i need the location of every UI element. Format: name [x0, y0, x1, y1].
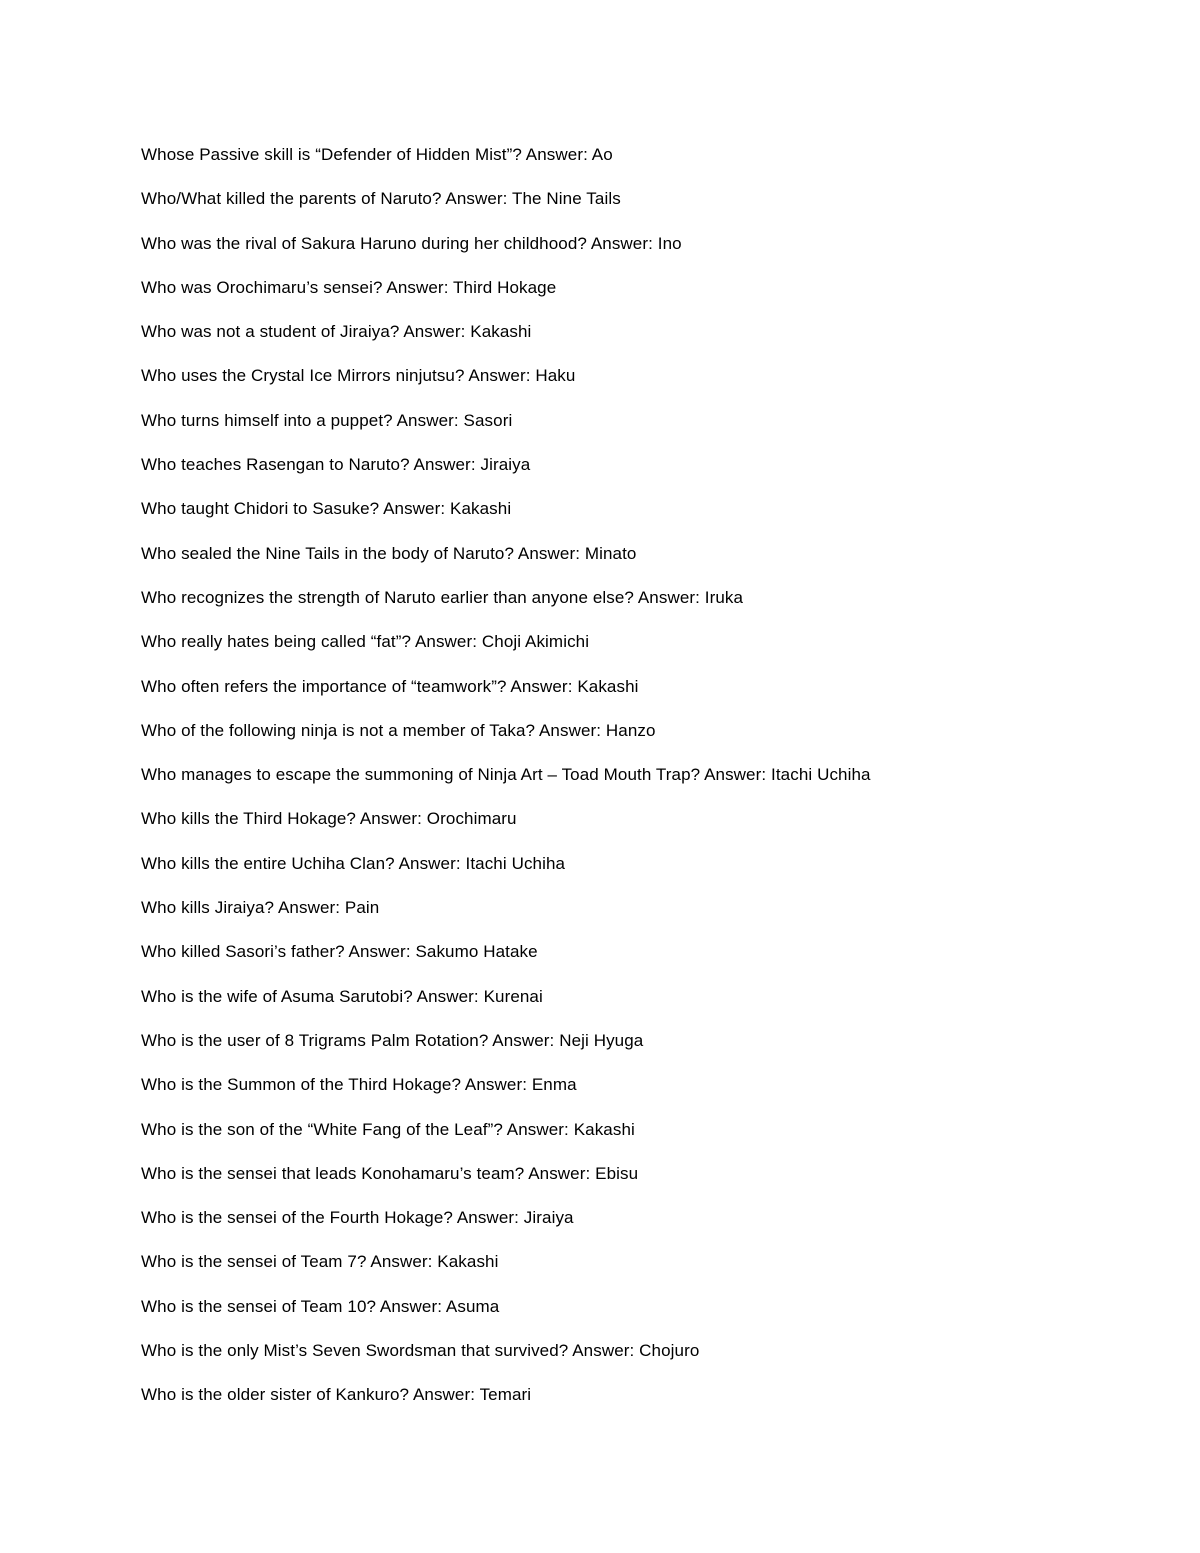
qa-line: Who is the user of 8 Trigrams Palm Rotation? Answer: Neji Hyuga — [141, 1030, 644, 1050]
qa-line: Who recognizes the strength of Naruto earlier than anyone else? Answer: Iruka — [141, 587, 744, 607]
qa-line: Who taught Chidori to Sasuke? Answer: Kakashi — [141, 499, 512, 519]
qa-line: Who is the only Mist’s Seven Swordsman that survived? Answer: Chojuro — [141, 1341, 700, 1361]
qa-line: Who is the sensei of Team 7? Answer: Kakashi — [141, 1252, 499, 1272]
qa-list — [141, 142, 1141, 1427]
qa-line: Who kills the Third Hokage? Answer: Orochimaru — [141, 809, 517, 829]
qa-line: Who is the sensei that leads Konohamaru’s team? Answer: Ebisu — [141, 1163, 639, 1183]
qa-line: Who uses the Crystal Ice Mirrors ninjutsu? Answer: Haku — [141, 366, 576, 386]
qa-line: Who/What killed the parents of Naruto? Answer: The Nine Tails — [141, 189, 621, 209]
qa-line: Who was the rival of Sakura Haruno during her childhood? Answer: Ino — [141, 233, 682, 253]
qa-line: Who really hates being called “fat”? Answer: Choji Akimichi — [141, 632, 590, 652]
qa-line: Who is the sensei of Team 10? Answer: Asuma — [141, 1296, 500, 1316]
qa-line: Who kills the entire Uchiha Clan? Answer: Itachi Uchiha — [141, 853, 566, 873]
qa-line: Whose Passive skill is “Defender of Hidden Mist”? Answer: Ao — [141, 145, 613, 164]
qa-line: Who sealed the Nine Tails in the body of Naruto? Answer: Minato — [141, 543, 637, 563]
qa-line: Who was Orochimaru’s sensei? Answer: Third Hokage — [141, 277, 557, 297]
qa-line: Who is the sensei of the Fourth Hokage? Answer: Jiraiya — [141, 1208, 574, 1228]
qa-line: Who teaches Rasengan to Naruto? Answer: Jiraiya — [141, 455, 531, 475]
qa-line: Who killed Sasori’s father? Answer: Sakumo Hatake — [141, 942, 538, 962]
qa-line: Who is the older sister of Kankuro? Answer: Temari — [141, 1385, 532, 1405]
qa-line: Who is the Summon of the Third Hokage? Answer: Enma — [141, 1075, 577, 1095]
qa-line: Who was not a student of Jiraiya? Answer: Kakashi — [141, 322, 532, 342]
qa-line: Who is the wife of Asuma Sarutobi? Answer: Kurenai — [141, 986, 543, 1006]
qa-line: Who is the son of the “White Fang of the Leaf”? Answer: Kakashi — [141, 1119, 635, 1139]
qa-line: Who kills Jiraiya? Answer: Pain — [141, 898, 380, 918]
qa-line: Who of the following ninja is not a member of Taka? Answer: Hanzo — [141, 720, 656, 740]
qa-line: Who turns himself into a puppet? Answer: Sasori — [141, 410, 513, 430]
qa-line: Who manages to escape the summoning of Ninja Art – Toad Mouth Trap? Answer: Itachi Uchiha — [141, 765, 871, 785]
qa-line: Who often refers the importance of “teamwork”? Answer: Kakashi — [141, 676, 639, 696]
